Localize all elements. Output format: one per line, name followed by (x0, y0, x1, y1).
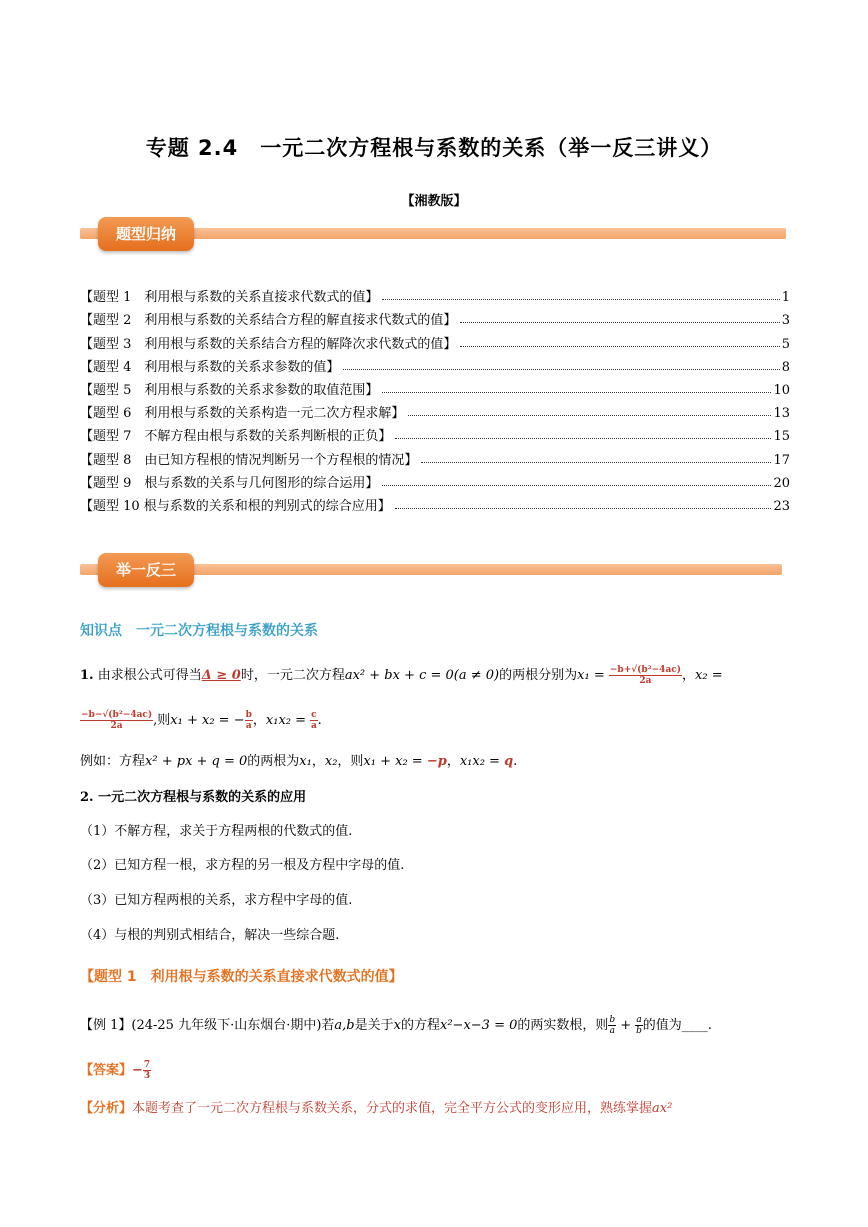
toc-item[interactable]: 【题型 3 利用根与系数的关系结合方程的解降次求代数式的值】 5 (80, 336, 790, 352)
toc-item[interactable]: 【题型 1 利用根与系数的关系直接求代数式的值】 1 (80, 290, 790, 306)
toc-item[interactable]: 【题型 2 利用根与系数的关系结合方程的解直接求代数式的值】 3 (80, 313, 790, 329)
answer-line: 【答案】− $\frac{7}{3}$ (80, 1060, 151, 1081)
root1-fraction: $\frac{\text{−b+√(b²−4ac)}}{2a}$ (609, 665, 682, 686)
toc-item[interactable]: 【题型 9 根与系数的关系与几何图形的综合运用】 20 (80, 475, 790, 491)
toc-item[interactable]: 【题型 10 根与系数的关系和根的判别式的综合应用】 23 (80, 498, 790, 514)
answer-blank: ____. (681, 1018, 712, 1033)
product-fraction: $\frac{c}{a}$ (310, 710, 317, 731)
toc-item[interactable]: 【题型 6 利用根与系数的关系构造一元二次方程求解】 13 (80, 406, 790, 422)
toc-item[interactable]: 【题型 4 利用根与系数的关系求参数的值】 8 (80, 359, 790, 375)
section-header-types: 题型归纳 (98, 217, 194, 251)
sum-fraction: $\frac{b}{a}$ (245, 710, 252, 731)
formula-paragraph: 1. 由求根公式可得当Δ ≥ 0时，一元二次方程ax² + bx + c = 0(a ≠ 0)的两根分别为x₁ = $\frac{\text{−b+√(b²−4ac)}}{2a}$ ，x₂ = (80, 665, 723, 686)
application-item: （2）已知方程一根，求方程的另一根及方程中字母的值. (80, 858, 405, 873)
knowledge-heading: 知识点 一元二次方程根与系数的关系 (80, 623, 318, 639)
application-item: （4）与根的判别式相结合，解决一些综合题. (80, 928, 340, 943)
answer-fraction: $\frac{7}{3}$ (143, 1060, 151, 1081)
page-title: 专题 2.4 一元二次方程根与系数的关系（举一反三讲义） (145, 136, 723, 160)
formula-paragraph-cont: $\frac{\text{−b−√(b²−4ac)}}{2a}$ ,则x₁ + x₂ = − $\frac{b}{a}$ ，x₁x₂ = $\frac{c}{a}$ . (81, 710, 322, 731)
root2-fraction: $\frac{\text{−b−√(b²−4ac)}}{2a}$ (81, 710, 153, 731)
applications-heading: 2. 一元二次方程根与系数的关系的应用 (80, 790, 307, 805)
application-item: （3）已知方程两根的关系，求方程中字母的值. (80, 893, 353, 908)
section-header-practice: 举一反三 (98, 553, 194, 587)
toc-item[interactable]: 【题型 5 利用根与系数的关系求参数的取值范围】 10 (80, 382, 790, 398)
edition-label: 【湘教版】 (401, 194, 467, 209)
table-of-contents (80, 282, 790, 514)
ratio-fraction: $\frac{a}{b}$ (636, 1015, 642, 1036)
ratio-fraction: $\frac{b}{a}$ (609, 1015, 616, 1036)
example-line: 例如：方程x² + px + q = 0的两根为x₁，x₂，则x₁ + x₂ = −p，x₁x₂ = q. (80, 754, 518, 769)
example-1: 【例 1】(24-25 九年级下·山东烟台·期中)若a,b是关于x的方程x²−x−3 = 0的两实数根，则 $\frac{b}{a}$ + $\frac{a}{b}$ 的值为____. (80, 1015, 712, 1036)
toc-item[interactable]: 【题型 7 不解方程由根与系数的关系判断根的正负】 15 (80, 429, 790, 445)
type1-heading: 【题型 1 利用根与系数的关系直接求代数式的值】 (80, 969, 403, 985)
toc-item[interactable]: 【题型 8 由已知方程根的情况判断另一个方程根的情况】 17 (80, 452, 790, 468)
application-item: （1）不解方程，求关于方程两根的代数式的值. (80, 824, 353, 839)
analysis-line: 【分析】本题考查了一元二次方程根与系数关系，分式的求值，完全平方公式的变形应用，熟练掌握ax² (80, 1101, 673, 1116)
